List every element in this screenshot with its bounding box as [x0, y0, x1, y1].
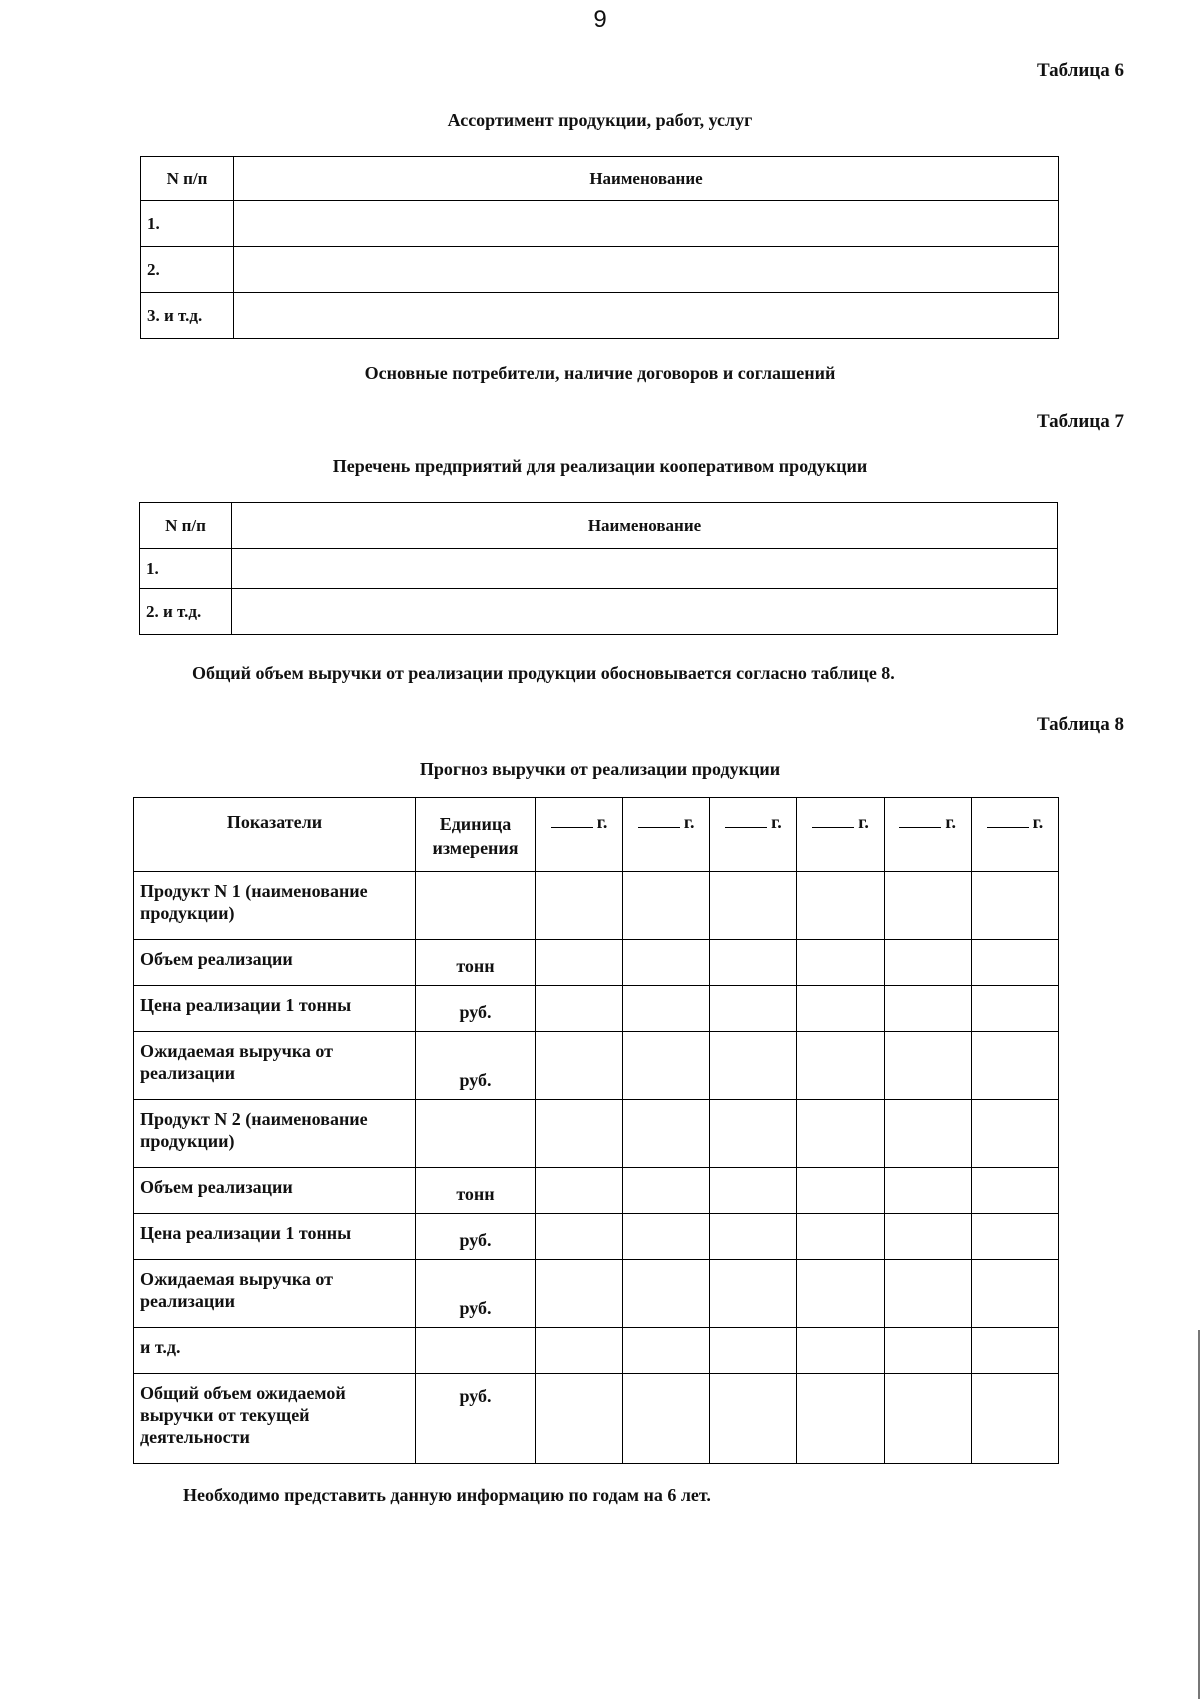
table-row: [134, 940, 1059, 986]
table-row: [134, 1328, 1059, 1374]
value-cell: [797, 1328, 884, 1374]
value-cell: [884, 1168, 971, 1214]
unit-cell: тонн: [416, 940, 536, 986]
table-row: [134, 1168, 1059, 1214]
table6-caption: Ассортимент продукции, работ, услуг: [447, 110, 753, 130]
value-cell: [884, 1032, 971, 1100]
value-cell: [623, 1168, 710, 1214]
table6: [140, 156, 1059, 339]
value-cell: [536, 1328, 623, 1374]
name-cell: [232, 589, 1058, 635]
indicator-cell: Объем реализации: [134, 940, 416, 986]
value-cell: [884, 1374, 971, 1464]
value-cell: [797, 1100, 884, 1168]
row-number: 2. и т.д.: [140, 589, 232, 635]
table-row: [141, 247, 1059, 293]
header-year-1: г.: [536, 798, 623, 872]
value-cell: [884, 1328, 971, 1374]
page-number: 9: [593, 6, 607, 33]
value-cell: [623, 1100, 710, 1168]
table-row: [134, 1214, 1059, 1260]
value-cell: [536, 986, 623, 1032]
row-number: 2.: [141, 247, 234, 293]
value-cell: [710, 986, 797, 1032]
value-cell: [797, 940, 884, 986]
value-cell: [971, 1214, 1058, 1260]
value-cell: [710, 1328, 797, 1374]
table8: [133, 797, 1059, 1464]
value-cell: [884, 940, 971, 986]
unit-cell: руб.: [416, 1214, 536, 1260]
value-cell: [710, 940, 797, 986]
value-cell: [536, 1214, 623, 1260]
year-blank: [987, 813, 1029, 828]
value-cell: [623, 872, 710, 940]
indicator-cell: Ожидаемая выручка от реализации: [134, 1032, 416, 1100]
table-row: [134, 986, 1059, 1032]
unit-cell: руб.: [416, 1374, 536, 1464]
footer-note: Необходимо представить данную информацию по годам на 6 лет.: [183, 1485, 711, 1505]
name-cell: [234, 247, 1059, 293]
value-cell: [710, 1032, 797, 1100]
header-year-3: г.: [710, 798, 797, 872]
value-cell: [971, 1328, 1058, 1374]
value-cell: [971, 872, 1058, 940]
value-cell: [710, 872, 797, 940]
indicator-cell: Цена реализации 1 тонны: [134, 1214, 416, 1260]
value-cell: [971, 1100, 1058, 1168]
table-row: [141, 201, 1059, 247]
indicator-cell: и т.д.: [134, 1328, 416, 1374]
unit-cell: руб.: [416, 1032, 536, 1100]
table8-caption: Прогноз выручки от реализации продукции: [419, 759, 781, 779]
indicator-cell: Ожидаемая выручка от реализации: [134, 1260, 416, 1328]
revenue-paragraph: Общий объем выручки от реализации продукции обосновывается согласно таблице 8.: [192, 663, 895, 683]
value-cell: [971, 1032, 1058, 1100]
table7-label: Таблица 7: [1036, 411, 1124, 432]
header-year-5: г.: [884, 798, 971, 872]
unit-cell: [416, 1100, 536, 1168]
value-cell: [623, 1260, 710, 1328]
value-cell: [797, 1374, 884, 1464]
value-cell: [623, 1032, 710, 1100]
indicator-cell: Продукт N 2 (наименование продукции): [134, 1100, 416, 1168]
value-cell: [623, 986, 710, 1032]
value-cell: [797, 986, 884, 1032]
value-cell: [884, 1260, 971, 1328]
value-cell: [884, 986, 971, 1032]
table-row: [140, 549, 1058, 589]
header-unit: Единица измерения: [416, 798, 536, 872]
year-blank: [812, 813, 854, 828]
year-blank: [638, 813, 680, 828]
value-cell: [971, 940, 1058, 986]
table-row: [134, 1260, 1059, 1328]
year-blank: [725, 813, 767, 828]
header-year-6: г.: [971, 798, 1058, 872]
value-cell: [623, 1214, 710, 1260]
year-blank: [551, 813, 593, 828]
indicator-cell: Продукт N 1 (наименование продукции): [134, 872, 416, 940]
value-cell: [797, 1032, 884, 1100]
table8-label: Таблица 8: [1036, 714, 1124, 735]
value-cell: [971, 1168, 1058, 1214]
unit-cell: руб.: [416, 986, 536, 1032]
table6-header-number: N п/п: [141, 157, 234, 201]
value-cell: [710, 1260, 797, 1328]
table-row: [140, 589, 1058, 635]
indicator-cell: Объем реализации: [134, 1168, 416, 1214]
value-cell: [536, 940, 623, 986]
value-cell: [623, 1328, 710, 1374]
header-indicators: Показатели: [134, 798, 416, 872]
value-cell: [971, 986, 1058, 1032]
header-year-4: г.: [797, 798, 884, 872]
unit-cell: тонн: [416, 1168, 536, 1214]
value-cell: [536, 872, 623, 940]
header-year-2: г.: [623, 798, 710, 872]
table6-label: Таблица 6: [1036, 60, 1124, 81]
value-cell: [536, 1374, 623, 1464]
table-row: [134, 1374, 1059, 1464]
value-cell: [623, 940, 710, 986]
row-number: 1.: [140, 549, 232, 589]
value-cell: [797, 1168, 884, 1214]
table7-caption: Перечень предприятий для реализации кооперативом продукции: [332, 456, 868, 476]
year-blank: [899, 813, 941, 828]
table7-header-number: N п/п: [140, 503, 232, 549]
name-cell: [234, 293, 1059, 339]
row-number: 1.: [141, 201, 234, 247]
value-cell: [884, 1100, 971, 1168]
indicator-cell: Общий объем ожидаемой выручки от текущей деятельности: [134, 1374, 416, 1464]
value-cell: [710, 1214, 797, 1260]
table6-header-name: Наименование: [234, 157, 1059, 201]
table-row: [134, 872, 1059, 940]
value-cell: [884, 872, 971, 940]
value-cell: [536, 1032, 623, 1100]
consumers-heading: Основные потребители, наличие договоров и соглашений: [364, 363, 836, 383]
unit-cell: [416, 872, 536, 940]
table7: [139, 502, 1058, 635]
value-cell: [797, 1260, 884, 1328]
row-number: 3. и т.д.: [141, 293, 234, 339]
table-row: [134, 1032, 1059, 1100]
value-cell: [971, 1260, 1058, 1328]
value-cell: [710, 1374, 797, 1464]
table-row: [141, 293, 1059, 339]
table-row: [134, 1100, 1059, 1168]
value-cell: [710, 1168, 797, 1214]
value-cell: [971, 1374, 1058, 1464]
value-cell: [884, 1214, 971, 1260]
value-cell: [623, 1374, 710, 1464]
value-cell: [710, 1100, 797, 1168]
table7-header-name: Наименование: [232, 503, 1058, 549]
value-cell: [536, 1260, 623, 1328]
unit-cell: [416, 1328, 536, 1374]
name-cell: [232, 549, 1058, 589]
value-cell: [797, 1214, 884, 1260]
unit-cell: руб.: [416, 1260, 536, 1328]
value-cell: [536, 1168, 623, 1214]
value-cell: [797, 872, 884, 940]
value-cell: [536, 1100, 623, 1168]
indicator-cell: Цена реализации 1 тонны: [134, 986, 416, 1032]
name-cell: [234, 201, 1059, 247]
